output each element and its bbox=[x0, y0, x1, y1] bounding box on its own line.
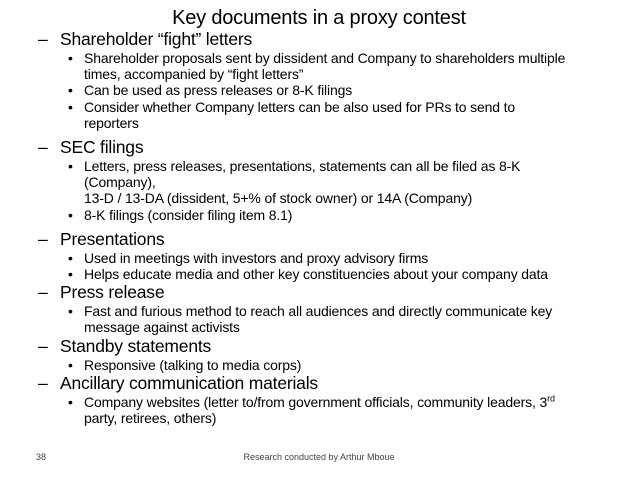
list-item bbox=[38, 303, 634, 335]
list-item-text: message against activists bbox=[84, 319, 240, 336]
list-item-text: (Company), bbox=[84, 174, 156, 191]
section-heading bbox=[38, 373, 634, 394]
section-heading-text: Shareholder “fight” letters bbox=[60, 29, 253, 49]
section-presentations bbox=[38, 229, 634, 282]
bullet-icon: • bbox=[68, 206, 73, 223]
list-item-text: 13-D / 13-DA (dissident, 5+% of stock owner) or 14A (Company) bbox=[84, 190, 473, 207]
dash-bullet: – bbox=[38, 228, 48, 249]
list-item bbox=[38, 99, 634, 131]
list-item-text: Can be used as press releases or 8-K filings bbox=[84, 82, 353, 99]
list-item bbox=[38, 357, 634, 373]
list-item bbox=[38, 394, 634, 426]
section-standby-statements bbox=[38, 336, 634, 373]
section-heading-text: Press release bbox=[60, 282, 165, 303]
list-item bbox=[38, 158, 634, 207]
list-item bbox=[38, 266, 634, 282]
section-heading bbox=[38, 336, 634, 357]
list-item bbox=[38, 207, 634, 223]
list-item-text: 8-K filings (consider filing item 8.1) bbox=[84, 206, 293, 223]
list-item bbox=[38, 250, 634, 266]
section-fight-letters bbox=[38, 29, 634, 131]
section-sec-filings bbox=[38, 137, 634, 223]
section-heading bbox=[38, 137, 634, 158]
section-ancillary-materials bbox=[38, 373, 634, 426]
footer-credit: Research conducted by Arthur Mboue bbox=[243, 452, 395, 462]
section-heading bbox=[38, 29, 634, 50]
bullet-icon: • bbox=[68, 303, 73, 320]
bullet-icon: • bbox=[68, 249, 73, 266]
dash-bullet: – bbox=[38, 372, 48, 393]
list-item-text: party, retirees, others) bbox=[84, 410, 217, 427]
bullet-icon: • bbox=[68, 82, 73, 99]
bullet-icon: • bbox=[68, 158, 73, 175]
dash-bullet: – bbox=[38, 335, 48, 356]
section-heading-text: Presentations bbox=[60, 228, 165, 249]
section-heading-text: Standby statements bbox=[60, 335, 212, 356]
list-item-text: times, accompanied by “fight letters” bbox=[84, 66, 304, 83]
bullet-icon: • bbox=[68, 98, 73, 115]
list-item-text bbox=[84, 394, 634, 410]
slide-content bbox=[38, 29, 634, 426]
ordinal-suffix: rd bbox=[547, 393, 555, 404]
list-item-text: Used in meetings with investors and proxy advisory firms bbox=[84, 249, 429, 266]
bullet-icon: • bbox=[68, 356, 73, 373]
list-item-text-part: Company websites (letter to/from government officials, community leaders, 3 bbox=[84, 393, 548, 410]
section-heading bbox=[38, 282, 634, 303]
bullet-icon: • bbox=[68, 50, 73, 66]
list-item bbox=[38, 82, 634, 98]
list-item-text: Responsive (talking to media corps) bbox=[84, 356, 302, 373]
list-item-text: Letters, press releases, presentations, statements can all be filed as 8-K bbox=[84, 158, 521, 175]
slide-title: Key documents in a proxy contest bbox=[172, 7, 466, 29]
section-heading-text: SEC filings bbox=[60, 137, 144, 158]
bullet-icon: • bbox=[68, 266, 73, 283]
page-number: 38 bbox=[36, 452, 47, 462]
bullet-icon: • bbox=[68, 393, 73, 410]
section-heading bbox=[38, 229, 634, 250]
list-item-text: Fast and furious method to reach all audiences and directly communicate key bbox=[84, 303, 553, 320]
list-item-text: reporters bbox=[84, 114, 139, 131]
list-item-text: Shareholder proposals sent by dissident and Company to shareholders multiple bbox=[84, 50, 566, 66]
section-press-release bbox=[38, 282, 634, 335]
dash-bullet: – bbox=[38, 282, 48, 303]
list-item-text: Helps educate media and other key constituencies about your company data bbox=[84, 266, 548, 283]
dash-bullet: – bbox=[38, 137, 48, 158]
list-item-text: Consider whether Company letters can be also used for PRs to send to bbox=[84, 98, 516, 115]
list-item bbox=[38, 50, 634, 82]
dash-bullet: – bbox=[38, 29, 48, 49]
section-heading-text: Ancillary communication materials bbox=[60, 372, 318, 393]
